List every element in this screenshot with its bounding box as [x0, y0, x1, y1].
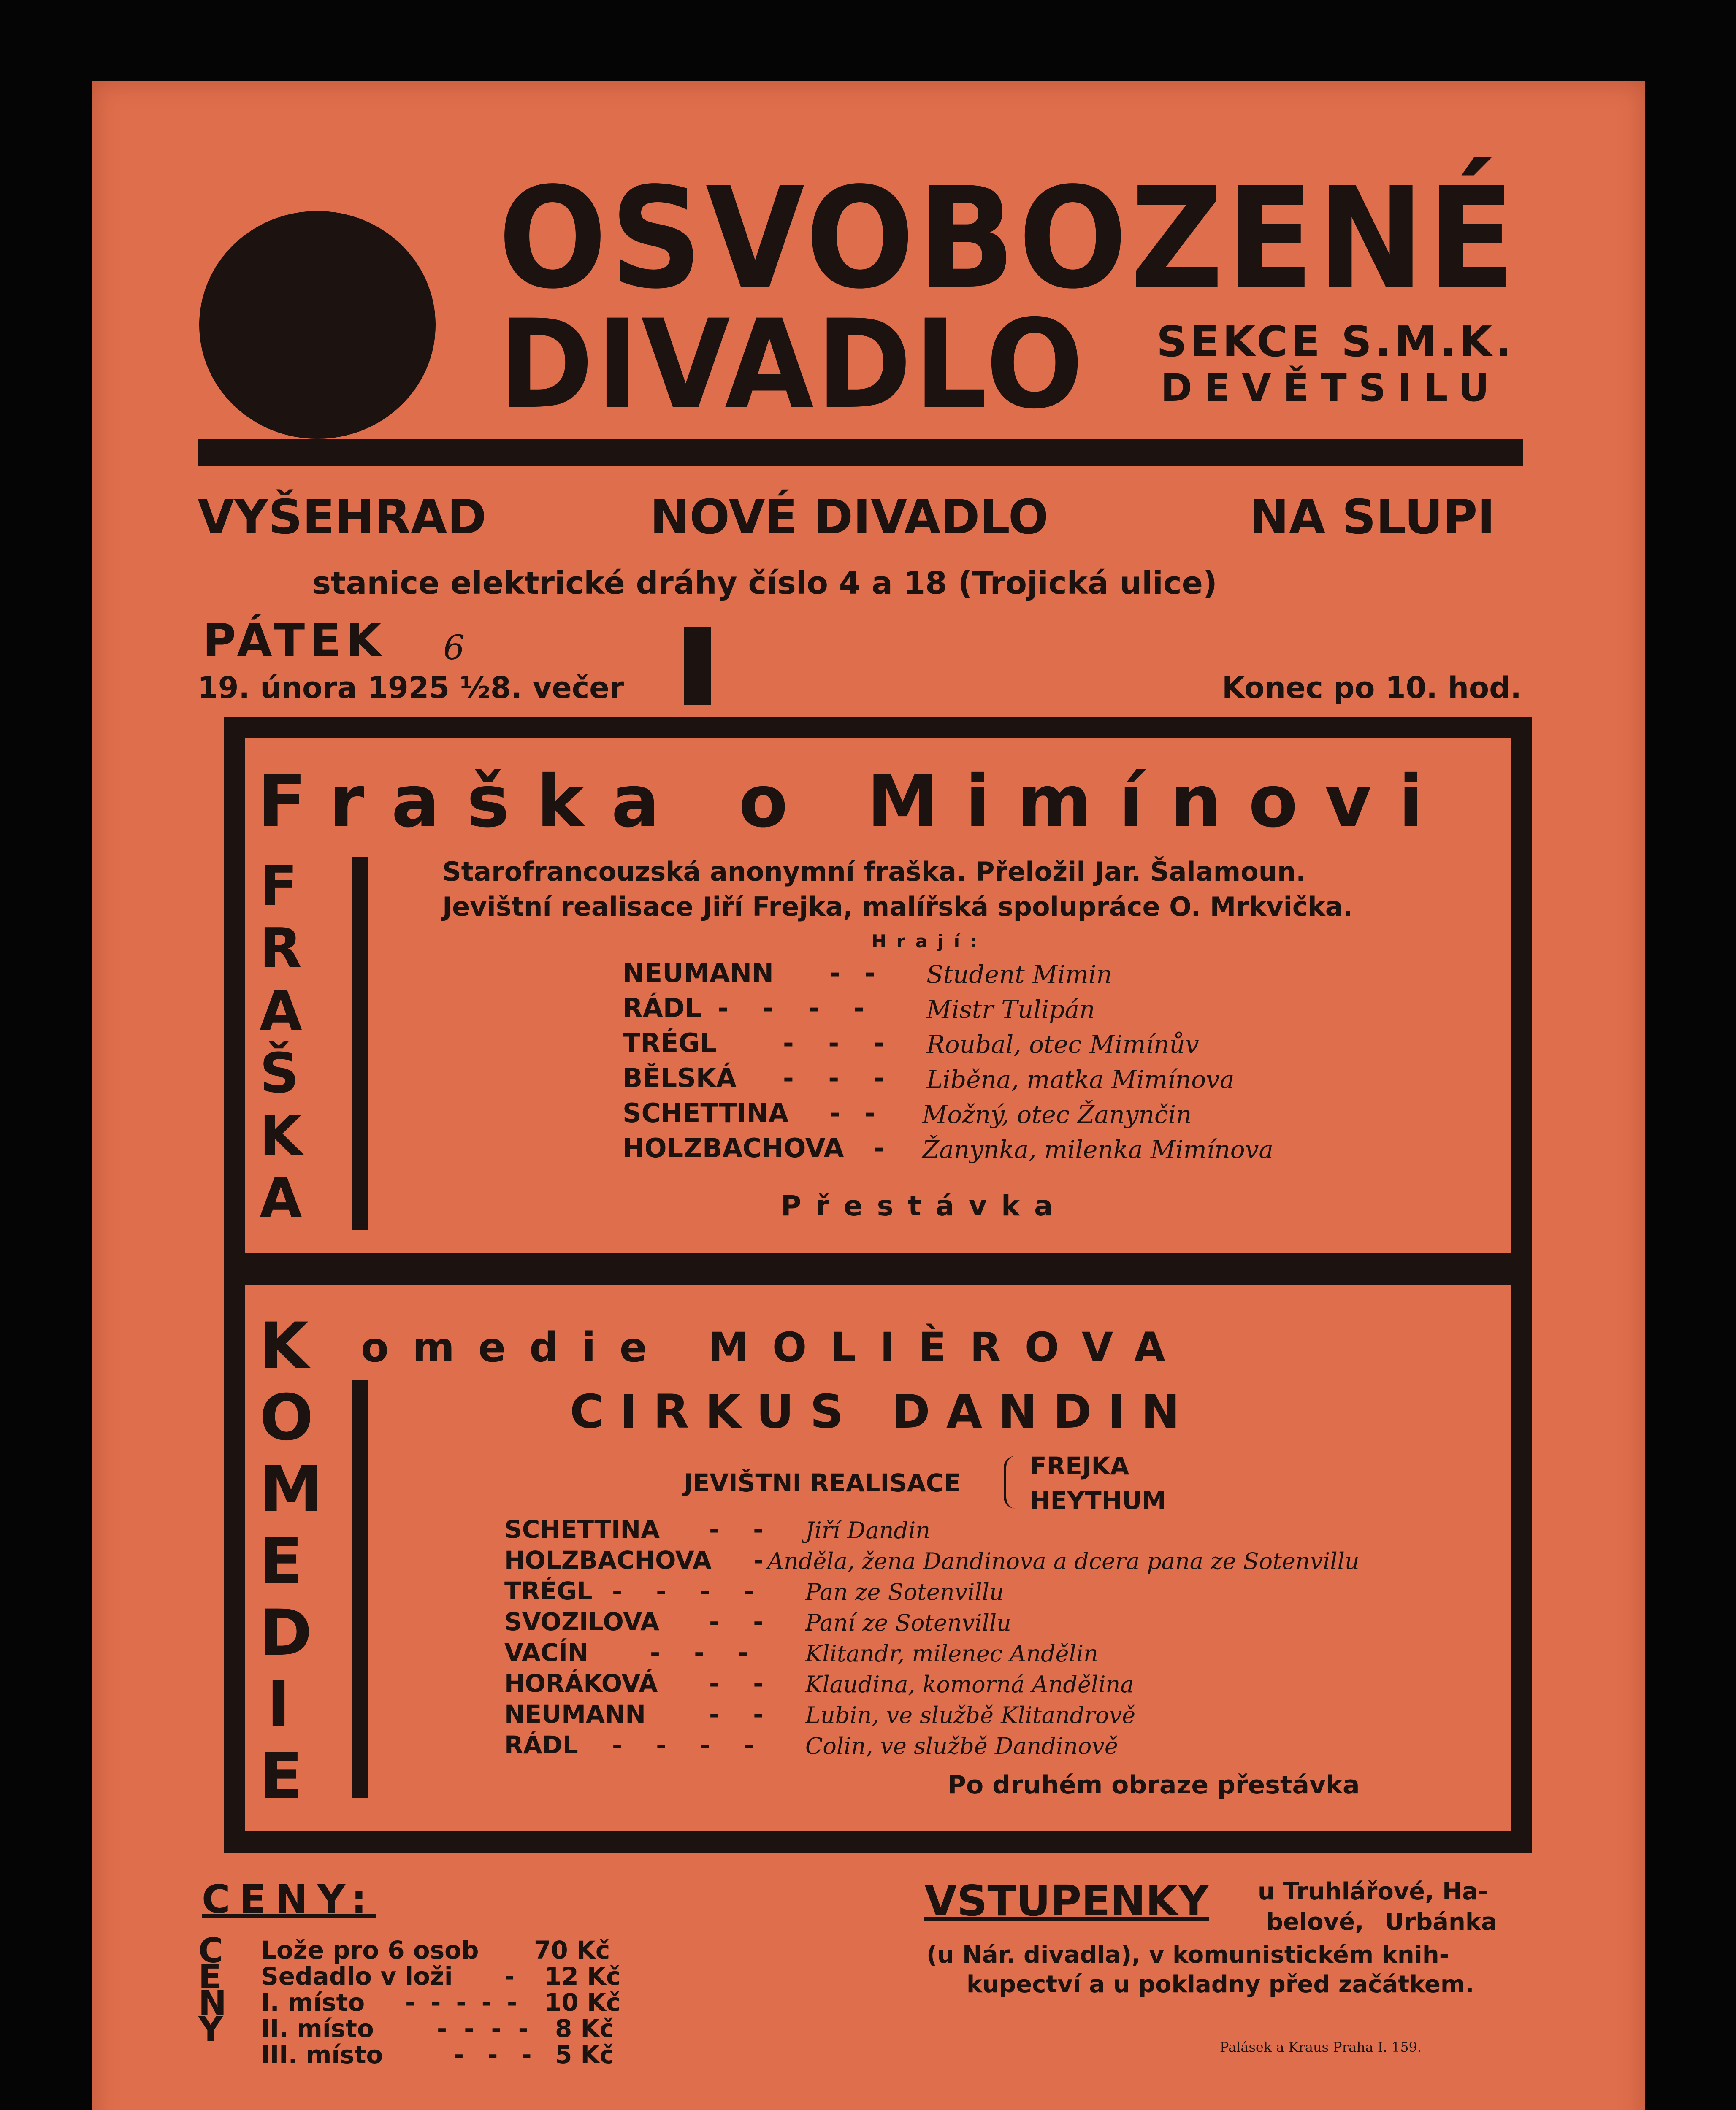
cast-row: RÁDL — [623, 993, 701, 1023]
price-value: 70 Kč — [534, 1936, 610, 1964]
tickets-line-4: kupectví a u pokladny před začátkem. — [967, 1971, 1474, 1998]
cast-row: VACÍN — [504, 1638, 588, 1667]
price-label: I. místo — [261, 1988, 365, 2017]
fraska-desc-1: Starofrancouzská anonymní fraška. Přeložil Jar. Šalamoun. — [442, 856, 1306, 887]
cast-row: HOLZBACHOVA — [504, 1546, 712, 1574]
cast-row: RÁDL — [504, 1731, 578, 1759]
cast-dashes: - - - - — [718, 993, 877, 1023]
cast-row: HORÁKOVÁ — [504, 1669, 658, 1698]
cast-dashes: - - — [709, 1669, 776, 1698]
cast-role: Mistr Tulipán — [926, 995, 1095, 1024]
price-label: III. místo — [261, 2040, 383, 2069]
tickets-line-1: u Truhlářové, Ha- — [1258, 1878, 1488, 1905]
price-dashes: - - - - - — [405, 1988, 521, 2017]
cast-row: SVOZILOVA — [504, 1607, 660, 1636]
cast-dashes: - - — [709, 1700, 776, 1729]
price-value: 5 Kč — [555, 2040, 614, 2069]
price-dashes: - — [504, 1962, 515, 1991]
program-divider — [224, 1253, 1532, 1285]
venue-vysehrad: VYŠEHRAD — [198, 490, 487, 545]
realisace-brace — [1004, 1456, 1016, 1509]
roman-numeral-one — [684, 627, 711, 705]
komedie-intermission: Po druhém obraze přestávka — [948, 1770, 1360, 1800]
subtitle-devetsil: DEVĚTSILU — [1161, 366, 1501, 410]
komedie-title: omedie MOLIÈROVA — [361, 1324, 1189, 1371]
komedie-side-rule — [352, 1380, 368, 1798]
price-value: 8 Kč — [555, 2014, 614, 2043]
price-dashes: - - - - — [437, 2014, 533, 2043]
cast-dashes: - - - — [650, 1638, 761, 1667]
cast-dashes: - - - - — [612, 1577, 767, 1605]
price-value: 12 Kč — [544, 1962, 621, 1991]
prices-vertical: CENY — [198, 1931, 239, 2049]
cast-dashes: - - - — [783, 1063, 897, 1093]
fraska-title: Fraška o Mimínovi — [257, 760, 1450, 844]
cast-row: SCHETTINA — [623, 1098, 789, 1128]
cast-role: Žanynka, milenka Mimínova — [922, 1135, 1273, 1164]
realisace-heythum: HEYTHUM — [1030, 1486, 1167, 1515]
cast-role: Paní ze Sotenvillu — [805, 1610, 1011, 1636]
title-divadlo: DIVADLO — [498, 294, 1086, 436]
play-title: CIRKUS DANDIN — [570, 1385, 1196, 1439]
cast-row: TRÉGL — [504, 1577, 593, 1605]
cast-row: SCHETTINA — [504, 1515, 660, 1544]
cast-row: BĚLSKÁ — [623, 1063, 737, 1093]
cast-role: Jiří Dandin — [805, 1517, 931, 1544]
realisace-label: JEVIŠTNI REALISACE — [684, 1469, 961, 1497]
tram-info: stanice elektrické dráhy číslo 4 a 18 (Trojická ulice) — [312, 565, 1217, 601]
cast-dashes: - - — [829, 958, 883, 988]
cast-role: Liběna, matka Mimínova — [926, 1065, 1235, 1094]
fraska-desc-2: Jevištní realisace Jiří Frejka, malířská spolupráce O. Mrkvička. — [442, 891, 1353, 922]
printer-imprint: Palásek a Kraus Praha I. 159. — [1220, 2039, 1422, 2055]
cast-dashes: - - — [829, 1098, 883, 1128]
price-value: 10 Kč — [544, 1988, 621, 2017]
title-osvobozene: OSVOBOZENÉ — [498, 157, 1518, 319]
cast-dashes: - - - - — [612, 1731, 767, 1759]
day-patek: PÁTEK — [203, 614, 387, 667]
price-dashes: - - - — [454, 2040, 539, 2069]
cast-dashes: - — [753, 1546, 764, 1574]
cast-role: Roubal, otec Mimínův — [926, 1030, 1199, 1059]
logo-circle — [199, 211, 436, 439]
cast-dashes: - - - — [783, 1028, 897, 1058]
cast-role: Lubin, ve službě Klitandrově — [805, 1702, 1136, 1729]
cast-role: Klitandr, milenec Andělin — [805, 1640, 1098, 1667]
tickets-heading: VSTUPENKY — [924, 1876, 1209, 1926]
tickets-line-3: (u Nár. divadla), v komunistickém knih- — [926, 1941, 1449, 1969]
cast-role: Klaudina, komorná Andělina — [805, 1671, 1134, 1698]
prices-heading: CENY: — [202, 1877, 376, 1922]
komedie-vertical: KOMEDIE — [260, 1309, 340, 1813]
cast-role: Možný, otec Žanynčin — [922, 1100, 1192, 1129]
price-label: II. místo — [261, 2014, 374, 2043]
price-label: Lože pro 6 osob — [261, 1936, 479, 1964]
cast-dashes: - - — [709, 1607, 776, 1636]
realisace-frejka: FREJKA — [1030, 1452, 1129, 1480]
end-time: Konec po 10. hod. — [1222, 671, 1522, 705]
cast-row: NEUMANN — [504, 1700, 646, 1729]
price-label: Sedadlo v loži — [261, 1962, 453, 1991]
date-line: 19. února 1925 ½8. večer — [198, 671, 624, 705]
cast-role: Colin, ve službě Dandinově — [805, 1733, 1118, 1759]
fraska-intermission: Přestávka — [781, 1190, 1067, 1222]
fraska-hraji: Hrají: — [872, 931, 987, 952]
venue-na-slupi: NA SLUPI — [1249, 490, 1495, 545]
venue-nove-divadlo: NOVÉ DIVADLO — [650, 490, 1049, 545]
fraska-side-rule — [352, 857, 368, 1230]
subtitle-sekce: SEKCE S.M.K. — [1156, 317, 1515, 366]
handwritten-date: 6 — [443, 628, 465, 667]
header-rule — [198, 439, 1523, 466]
cast-role: Anděla, žena Dandinova a dcera pana ze Sotenvillu — [767, 1548, 1360, 1574]
cast-row: HOLZBACHOVA — [623, 1133, 844, 1163]
cast-row: NEUMANN — [623, 958, 774, 988]
tickets-line-2: belové, Urbánka — [1266, 1908, 1497, 1936]
fraska-vertical: FRAŠKA — [260, 854, 319, 1230]
cast-role: Student Mimin — [926, 960, 1112, 989]
cast-row: TRÉGL — [623, 1028, 717, 1058]
cast-dashes: - - — [709, 1515, 776, 1544]
cast-dashes: - — [874, 1133, 885, 1163]
cast-role: Pan ze Sotenvillu — [805, 1579, 1004, 1605]
